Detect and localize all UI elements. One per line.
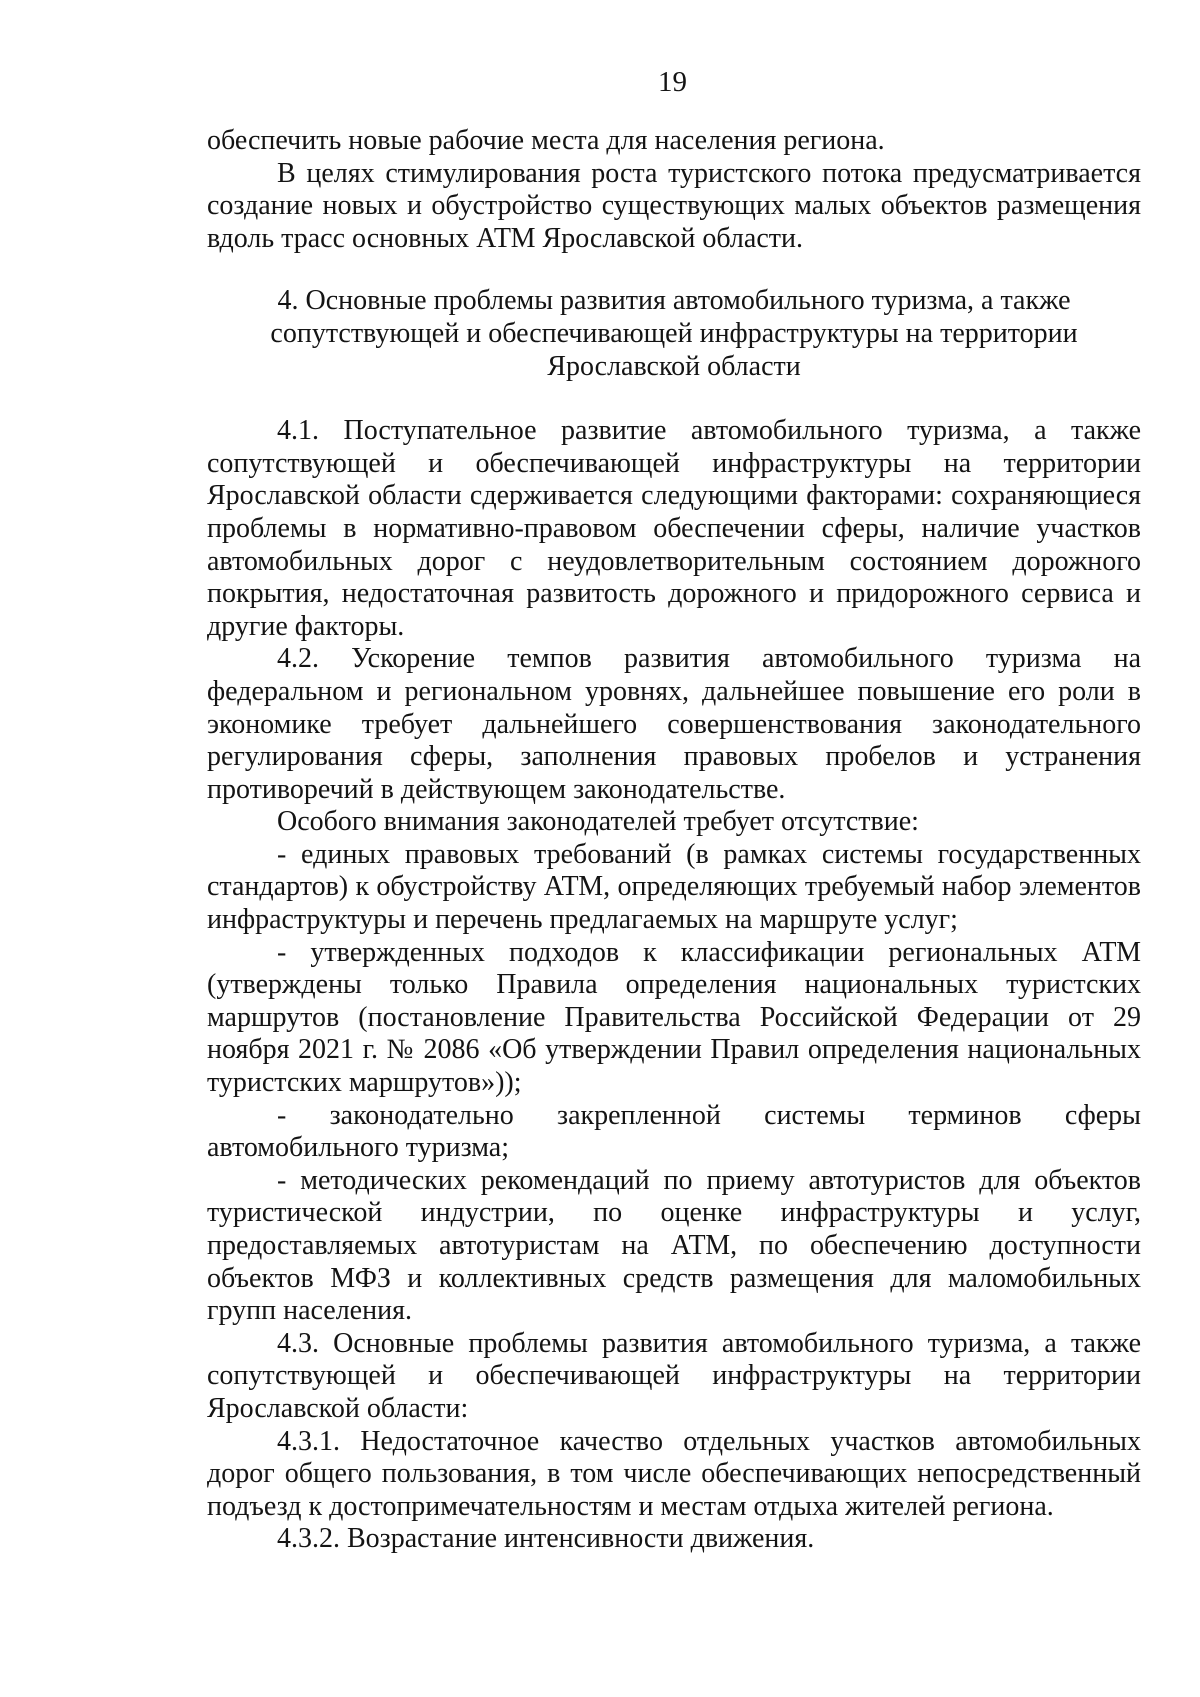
list-item-legal-requirements: - единых правовых требований (в рамках системы государственных стандартов) к обустройству АТМ, определяющих требуемый набор элементов инфраструктуры и перечень предлагаемых на маршруте услуг; xyxy=(207,838,1141,936)
section-heading-line-1: 4. Основные проблемы развития автомобильного туризма, а также xyxy=(277,285,1071,317)
paragraph-continuation: обеспечить новые рабочие места для населения региона. xyxy=(207,125,885,156)
paragraph-attention: Особого внимания законодателей требует отсутствие: xyxy=(277,806,919,838)
list-item-recommendations: - методических рекомендаций по приему автотуристов для объектов туристической индустрии, по оценке инфраструктуры и услуг, предоставляемых автотуристам на АТМ, по обеспечению доступности объектов МФЗ и коллективных средств размещения для маломобильных групп населения. xyxy=(207,1164,1141,1327)
section-heading-line-2: сопутствующей и обеспечивающей инфраструктуры на территории xyxy=(270,317,1078,349)
paragraph-4-3: 4.3. Основные проблемы развития автомобильного туризма, а также сопутствующей и обеспечивающей инфраструктуры на территории Ярославской области: xyxy=(207,1327,1141,1424)
section-heading xyxy=(207,285,1141,383)
paragraph-4-3-1: 4.3.1. Недостаточное качество отдельных участков автомобильных дорог общего пользования, в том числе обеспечивающих непосредственный подъезд к достопримечательностям и местам отдыха жителей региона. xyxy=(207,1425,1141,1522)
paragraph-tourist-flow: В целях стимулирования роста туристского потока предусматривается создание новых и обустройство существующих малых объектов размещения вдоль трасс основных АТМ Ярославской области. xyxy=(207,157,1141,254)
paragraph-4-3-2: 4.3.2. Возрастание интенсивности движения. xyxy=(277,1523,815,1555)
paragraph-4-1: 4.1. Поступательное развитие автомобильного туризма, а также сопутствующей и обеспечивающей инфраструктуры на территории Ярославской области сдерживается следующими факторами: сохраняющиеся проблемы в нормативно-правовом обеспечении сферы, наличие участков автомобильных дорог с неудовлетворительным состоянием дорожного покрытия, недостаточная развитость дорожного и придорожного сервиса и другие факторы. xyxy=(207,415,1141,642)
list-item-classification: - утвержденных подходов к классификации региональных АТМ (утверждены только Правила определения национальных туристских маршрутов (постановление Правительства Российской Федерации от 29 ноября 2021 г. № 2086 «Об утверждении Правил определения национальных туристских маршрутов»)); xyxy=(207,936,1141,1099)
document-body xyxy=(207,125,1141,1556)
paragraph-4-2: 4.2. Ускорение темпов развития автомобильного туризма на федеральном и региональном уровнях, дальнейшее повышение его роли в экономике требует дальнейшего совершенствования законодательного регулирования сферы, заполнения правовых пробелов и устранения противоречий в действующем законодательстве. xyxy=(207,643,1141,805)
list-item-terminology: - законодательно закрепленной системы терминов сферы автомобильного туризма; xyxy=(207,1099,1141,1164)
section-heading-line-3: Ярославской области xyxy=(547,350,801,382)
page-number: 19 xyxy=(658,66,687,98)
